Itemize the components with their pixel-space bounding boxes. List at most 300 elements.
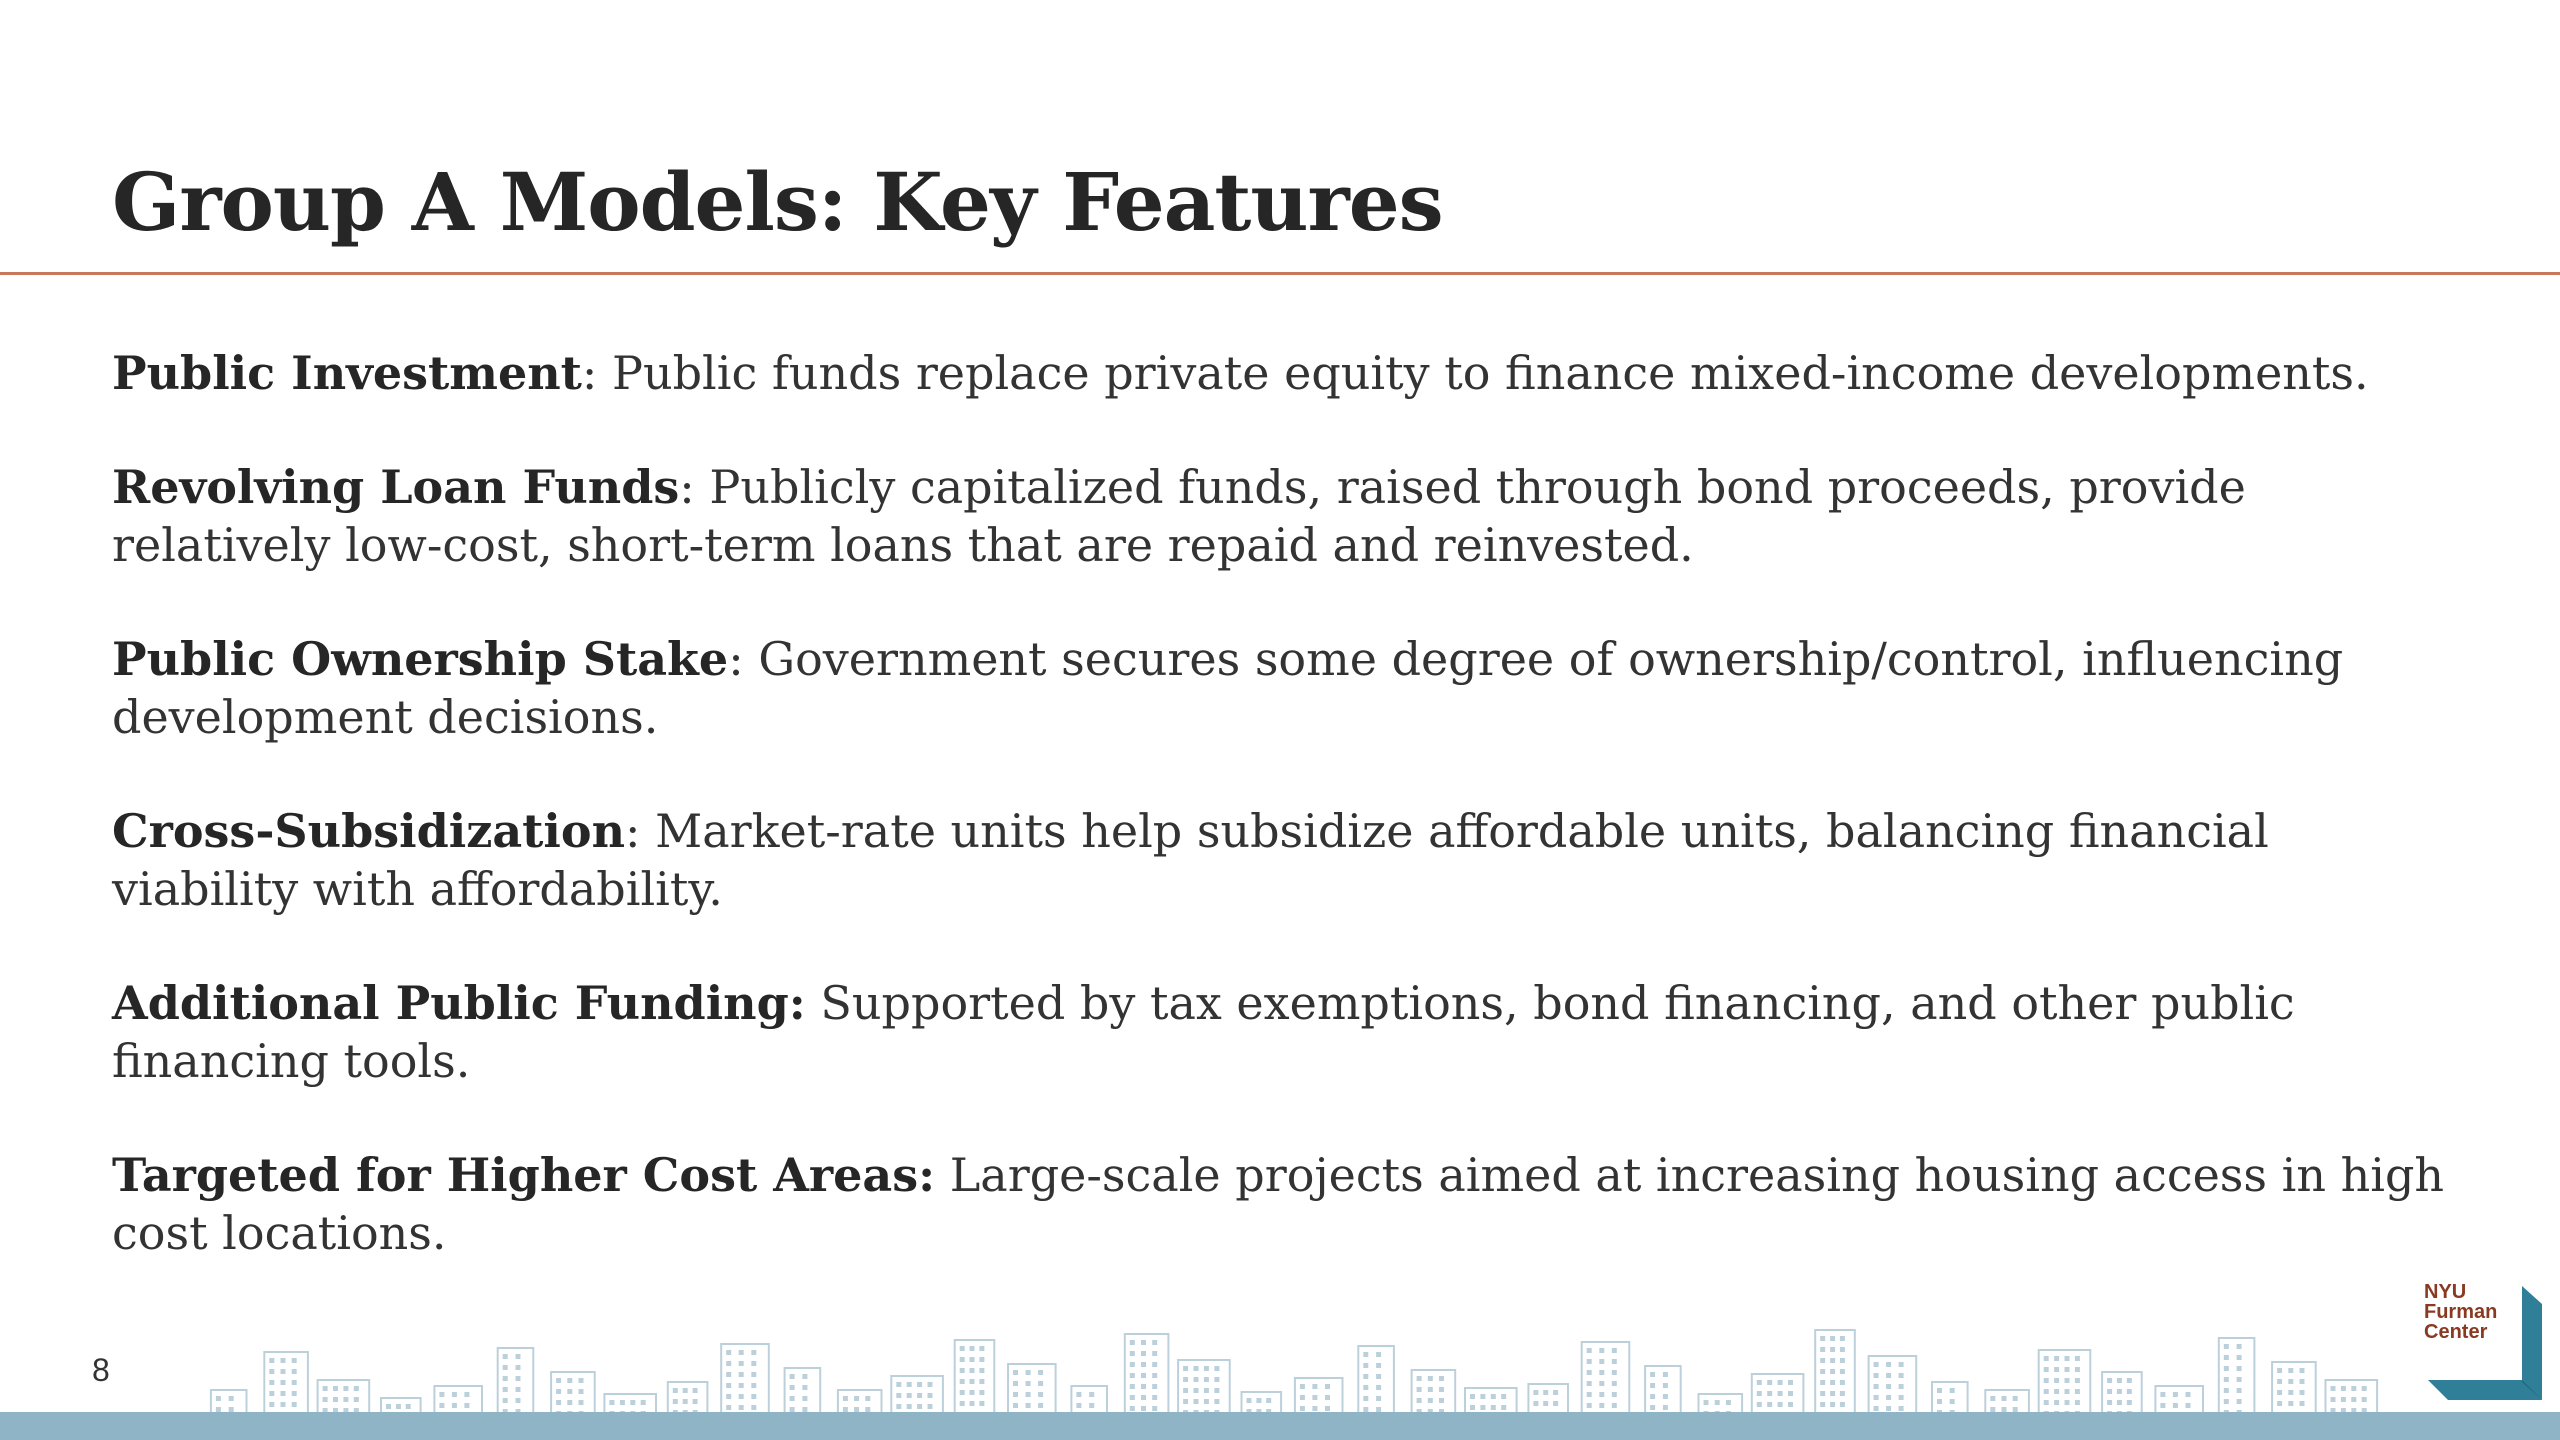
skyline-window <box>1076 1403 1081 1408</box>
page-number: 8 <box>92 1352 110 1388</box>
skyline-window <box>1650 1372 1655 1377</box>
skyline-window <box>1840 1358 1845 1363</box>
skyline-window <box>2075 1367 2080 1372</box>
skyline-window <box>503 1354 508 1359</box>
skyline-window <box>2237 1399 2242 1404</box>
nyu-furman-center-logo <box>2424 1282 2544 1400</box>
skyline-window <box>1587 1381 1592 1386</box>
skyline-window <box>683 1399 688 1404</box>
skyline-window <box>1141 1351 1146 1356</box>
skyline-window <box>1026 1392 1031 1397</box>
skyline-window <box>1612 1370 1617 1375</box>
skyline-window <box>1439 1376 1444 1381</box>
skyline-window <box>1820 1347 1825 1352</box>
skyline-window <box>854 1396 859 1401</box>
skyline-window <box>1183 1399 1188 1404</box>
skyline-window <box>2341 1397 2346 1402</box>
logo-line: Center <box>2424 1321 2488 1343</box>
skyline-window <box>1152 1340 1157 1345</box>
skyline-window <box>2065 1356 2070 1361</box>
skyline-window <box>1491 1394 1496 1399</box>
skyline-window <box>739 1383 744 1388</box>
skyline-window <box>1788 1380 1793 1385</box>
feature-targeted-higher-cost-areas <box>112 1146 2452 1262</box>
skyline-window <box>439 1392 444 1397</box>
skyline-window <box>1038 1370 1043 1375</box>
skyline-window <box>1587 1403 1592 1408</box>
skyline-window <box>579 1378 584 1383</box>
skyline-window <box>1312 1395 1317 1400</box>
skyline-window <box>2065 1400 2070 1405</box>
skyline-window <box>1428 1387 1433 1392</box>
skyline-window <box>1152 1395 1157 1400</box>
skyline-window <box>1501 1405 1506 1410</box>
skyline-window <box>2107 1400 2112 1405</box>
skyline-window <box>726 1372 731 1377</box>
feature-description: Publicly capitalized funds, raised through bond proceeds, provide relatively low-cost, short-term loans that are repaid and reinvested. <box>112 460 2246 572</box>
skyline-window <box>1587 1359 1592 1364</box>
skyline-window <box>406 1404 411 1409</box>
skyline-window <box>1141 1362 1146 1367</box>
skyline-window <box>1480 1394 1485 1399</box>
skyline-window <box>333 1386 338 1391</box>
skyline-window <box>2362 1397 2367 1402</box>
feature-description: Supported by tax exemptions, bond financing, and other public financing tools. <box>112 976 2295 1088</box>
skyline-window <box>960 1346 965 1351</box>
skyline-window <box>292 1369 297 1374</box>
feature-term: Public Investment <box>112 346 582 400</box>
skyline-window <box>2002 1396 2007 1401</box>
skyline-window <box>1840 1369 1845 1374</box>
skyline-window <box>1874 1373 1879 1378</box>
skyline-window <box>292 1391 297 1396</box>
skyline-window <box>1820 1380 1825 1385</box>
skyline-window <box>1376 1374 1381 1379</box>
skyline-window <box>1256 1398 1261 1403</box>
skyline-window <box>1013 1381 1018 1386</box>
skyline-window <box>1491 1405 1496 1410</box>
skyline-window <box>2075 1378 2080 1383</box>
skyline-window <box>1152 1406 1157 1411</box>
skyline-window <box>2107 1378 2112 1383</box>
skyline-window <box>1899 1384 1904 1389</box>
skyline-window <box>269 1391 274 1396</box>
skyline-window <box>1130 1351 1135 1356</box>
skyline-window <box>917 1393 922 1398</box>
skyline-window <box>751 1350 756 1355</box>
skyline-window <box>2117 1400 2122 1405</box>
skyline-window <box>464 1392 469 1397</box>
skyline-window <box>1141 1340 1146 1345</box>
skyline-window <box>960 1390 965 1395</box>
footer-bar <box>0 1412 2560 1440</box>
skyline-window <box>1650 1394 1655 1399</box>
skyline-window <box>970 1390 975 1395</box>
title-divider <box>0 272 2560 275</box>
skyline-window <box>1428 1398 1433 1403</box>
skyline-window <box>979 1357 984 1362</box>
skyline-window <box>802 1396 807 1401</box>
skyline-window <box>1840 1380 1845 1385</box>
skyline-window <box>2186 1392 2191 1397</box>
skyline-window <box>1757 1391 1762 1396</box>
logo-wordmark <box>2424 1282 2497 1342</box>
skyline-window <box>751 1405 756 1410</box>
skyline-window <box>516 1387 521 1392</box>
skyline-window <box>1183 1366 1188 1371</box>
feature-cross-subsidization <box>112 802 2452 918</box>
skyline-window <box>1376 1396 1381 1401</box>
skyline-window <box>1130 1362 1135 1367</box>
skyline-window <box>802 1385 807 1390</box>
skyline-window <box>2044 1400 2049 1405</box>
skyline-window <box>1363 1374 1368 1379</box>
skyline-window <box>567 1400 572 1405</box>
skyline-window <box>1840 1347 1845 1352</box>
skyline-window <box>2160 1392 2165 1397</box>
skyline-window <box>567 1389 572 1394</box>
feature-list <box>112 344 2452 1318</box>
skyline-window <box>516 1376 521 1381</box>
skyline-window <box>1152 1373 1157 1378</box>
skyline-window <box>1376 1363 1381 1368</box>
skyline-window <box>2300 1368 2305 1373</box>
skyline-window <box>1300 1384 1305 1389</box>
skyline-window <box>269 1380 274 1385</box>
skyline-window <box>1533 1390 1538 1395</box>
feature-description: Public funds replace private equity to finance mixed-income developments. <box>612 346 2369 400</box>
skyline-window <box>2054 1356 2059 1361</box>
skyline-window <box>1612 1348 1617 1353</box>
skyline-window <box>693 1388 698 1393</box>
skyline-window <box>2117 1378 2122 1383</box>
skyline-window <box>2044 1356 2049 1361</box>
skyline-window <box>269 1369 274 1374</box>
skyline-window <box>726 1394 731 1399</box>
skyline-window <box>1704 1400 1709 1405</box>
skyline-window <box>323 1386 328 1391</box>
skyline-window <box>556 1378 561 1383</box>
skyline-window <box>896 1404 901 1409</box>
skyline-window <box>1830 1380 1835 1385</box>
skyline-window <box>2224 1399 2229 1404</box>
skyline-window <box>928 1404 933 1409</box>
skyline-window <box>1204 1399 1209 1404</box>
skyline-window <box>1599 1370 1604 1375</box>
skyline-window <box>960 1401 965 1406</box>
skyline-window <box>556 1400 561 1405</box>
skyline-window <box>354 1397 359 1402</box>
skyline-window <box>979 1379 984 1384</box>
skyline-window <box>739 1394 744 1399</box>
skyline-window <box>865 1396 870 1401</box>
skyline-window <box>2237 1355 2242 1360</box>
skyline-window <box>323 1397 328 1402</box>
skyline-window <box>503 1398 508 1403</box>
skyline-window <box>979 1390 984 1395</box>
skyline-window <box>1013 1392 1018 1397</box>
feature-separator: : <box>581 346 613 400</box>
skyline-window <box>1886 1395 1891 1400</box>
skyline-window <box>2186 1403 2191 1408</box>
skyline-window <box>673 1399 678 1404</box>
skyline-window <box>1214 1377 1219 1382</box>
skyline-window <box>1788 1391 1793 1396</box>
skyline-window <box>1325 1395 1330 1400</box>
skyline-window <box>1587 1392 1592 1397</box>
skyline-window <box>1553 1390 1558 1395</box>
skyline-window <box>281 1369 286 1374</box>
skyline-window <box>1130 1406 1135 1411</box>
feature-public-investment <box>112 344 2452 402</box>
feature-additional-public-funding <box>112 974 2452 1090</box>
skyline-window <box>1247 1398 1252 1403</box>
skyline-window <box>1325 1384 1330 1389</box>
skyline-window <box>1363 1385 1368 1390</box>
skyline-window <box>1183 1377 1188 1382</box>
skyline-window <box>2075 1389 2080 1394</box>
skyline-window <box>1501 1394 1506 1399</box>
skyline-window <box>2127 1378 2132 1383</box>
feature-separator <box>935 1148 950 1202</box>
skyline-window <box>960 1357 965 1362</box>
skyline-window <box>1038 1392 1043 1397</box>
skyline-window <box>386 1404 391 1409</box>
skyline-window <box>960 1368 965 1373</box>
skyline-window <box>917 1404 922 1409</box>
skyline-window <box>1038 1403 1043 1408</box>
skyline-window <box>1204 1366 1209 1371</box>
skyline-window <box>1715 1400 1720 1405</box>
skyline-window <box>683 1388 688 1393</box>
skyline-window <box>1612 1381 1617 1386</box>
skyline-window <box>1363 1363 1368 1368</box>
skyline-window <box>751 1372 756 1377</box>
skyline-window <box>790 1374 795 1379</box>
skyline-window <box>1937 1388 1942 1393</box>
skyline-window <box>579 1400 584 1405</box>
skyline-window <box>343 1386 348 1391</box>
skyline-window <box>579 1389 584 1394</box>
skyline-window <box>960 1379 965 1384</box>
skyline-window <box>1840 1391 1845 1396</box>
skyline-window <box>751 1361 756 1366</box>
feature-revolving-loan-funds <box>112 458 2452 574</box>
skyline-window <box>2237 1388 2242 1393</box>
skyline-window <box>1480 1405 1485 1410</box>
skyline-window <box>928 1382 933 1387</box>
skyline-window <box>1543 1390 1548 1395</box>
feature-term: Revolving Loan Funds <box>112 460 680 514</box>
skyline-window <box>1767 1380 1772 1385</box>
skyline-window <box>2054 1367 2059 1372</box>
skyline-window <box>2288 1390 2293 1395</box>
skyline-window <box>2277 1379 2282 1384</box>
skyline-window <box>216 1396 221 1401</box>
skyline-window <box>1778 1391 1783 1396</box>
skyline-window <box>790 1396 795 1401</box>
skyline-window <box>1013 1370 1018 1375</box>
skyline-window <box>1152 1362 1157 1367</box>
skyline-window <box>979 1368 984 1373</box>
skyline-window <box>396 1404 401 1409</box>
skyline-window <box>1533 1401 1538 1406</box>
skyline-window <box>1543 1401 1548 1406</box>
skyline-window <box>2277 1390 2282 1395</box>
skyline-window <box>1612 1359 1617 1364</box>
skyline-window <box>1363 1396 1368 1401</box>
skyline-window <box>609 1400 614 1405</box>
skyline-window <box>1874 1395 1879 1400</box>
skyline-window <box>292 1358 297 1363</box>
skyline-window <box>1874 1362 1879 1367</box>
skyline-window <box>790 1385 795 1390</box>
skyline-window <box>1152 1384 1157 1389</box>
skyline-window <box>1767 1391 1772 1396</box>
skyline-window <box>2075 1400 2080 1405</box>
skyline-window <box>2237 1344 2242 1349</box>
skyline-window <box>2237 1377 2242 1382</box>
skyline-window <box>1612 1392 1617 1397</box>
skyline-window <box>1194 1399 1199 1404</box>
skyline-window <box>2351 1386 2356 1391</box>
skyline-window <box>2331 1386 2336 1391</box>
skyline-window <box>1663 1394 1668 1399</box>
skyline-window <box>1778 1380 1783 1385</box>
skyline-window <box>726 1361 731 1366</box>
skyline-window <box>1417 1398 1422 1403</box>
skyline-window <box>970 1379 975 1384</box>
skyline-window <box>1726 1400 1731 1405</box>
skyline-window <box>1599 1381 1604 1386</box>
skyline-window <box>229 1396 234 1401</box>
skyline-window <box>2075 1356 2080 1361</box>
skyline-window <box>2331 1397 2336 1402</box>
skyline-window <box>1874 1406 1879 1411</box>
skyline-window <box>2237 1366 2242 1371</box>
skyline-window <box>1300 1406 1305 1411</box>
skyline-window <box>1599 1392 1604 1397</box>
skyline-window <box>907 1404 912 1409</box>
skyline-window <box>1141 1384 1146 1389</box>
feature-description: Market-rate units help subsidize affordable units, balancing financial viability with affordability. <box>112 804 2269 916</box>
skyline-window <box>1141 1406 1146 1411</box>
skyline-window <box>2127 1389 2132 1394</box>
skyline-window <box>1376 1352 1381 1357</box>
skyline-window <box>1587 1370 1592 1375</box>
skyline-window <box>641 1400 646 1405</box>
skyline-window <box>907 1393 912 1398</box>
skyline-window <box>281 1402 286 1407</box>
skyline-window <box>269 1358 274 1363</box>
skyline-window <box>843 1396 848 1401</box>
feature-separator: : <box>679 460 710 514</box>
feature-term: Cross-Subsidization <box>112 804 626 858</box>
skyline-window <box>2277 1368 2282 1373</box>
skyline-window <box>2288 1401 2293 1406</box>
skyline-window <box>751 1383 756 1388</box>
skyline-window <box>1650 1383 1655 1388</box>
logo-line: Furman <box>2424 1301 2498 1323</box>
skyline-window <box>1830 1391 1835 1396</box>
skyline-window <box>673 1388 678 1393</box>
skyline-window <box>567 1378 572 1383</box>
skyline-window <box>2044 1378 2049 1383</box>
skyline-window <box>269 1402 274 1407</box>
skyline-window <box>739 1350 744 1355</box>
skyline-window <box>2065 1367 2070 1372</box>
skyline-window <box>1214 1399 1219 1404</box>
skyline-window <box>1026 1370 1031 1375</box>
skyline-window <box>1663 1405 1668 1410</box>
skyline-window <box>516 1354 521 1359</box>
skyline-window <box>2160 1403 2165 1408</box>
skyline-window <box>1130 1373 1135 1378</box>
skyline-window <box>2054 1389 2059 1394</box>
skyline-window <box>1840 1336 1845 1341</box>
skyline-window <box>1899 1373 1904 1378</box>
skyline-window <box>2044 1389 2049 1394</box>
skyline-window <box>1886 1373 1891 1378</box>
skyline-window <box>292 1380 297 1385</box>
skyline-window <box>2300 1379 2305 1384</box>
skyline-window <box>1194 1388 1199 1393</box>
skyline-window <box>1830 1369 1835 1374</box>
skyline-window <box>1886 1406 1891 1411</box>
skyline-window <box>1325 1406 1330 1411</box>
skyline-window <box>1899 1406 1904 1411</box>
skyline-window <box>1300 1395 1305 1400</box>
feature-separator: : <box>625 804 656 858</box>
skyline-window <box>1820 1402 1825 1407</box>
skyline-window <box>1470 1405 1475 1410</box>
skyline-window <box>2341 1386 2346 1391</box>
skyline-window <box>1778 1402 1783 1407</box>
skyline-window <box>1439 1398 1444 1403</box>
skyline-window <box>1757 1380 1762 1385</box>
skyline-window <box>354 1386 359 1391</box>
skyline-window <box>1820 1336 1825 1341</box>
skyline-window <box>970 1346 975 1351</box>
skyline-window <box>2277 1401 2282 1406</box>
skyline-window <box>1312 1406 1317 1411</box>
skyline-window <box>1553 1401 1558 1406</box>
slide-title: Group A Models: Key Features <box>112 155 1443 249</box>
skyline-window <box>1376 1385 1381 1390</box>
skyline-window <box>1013 1403 1018 1408</box>
skyline-window <box>1417 1376 1422 1381</box>
skyline-window <box>516 1365 521 1370</box>
skyline-window <box>917 1382 922 1387</box>
logo-line: NYU <box>2424 1281 2467 1303</box>
skyline-window <box>1874 1384 1879 1389</box>
skyline-window <box>1830 1347 1835 1352</box>
skyline-window <box>726 1383 731 1388</box>
skyline-window <box>2288 1379 2293 1384</box>
skyline-window <box>1886 1384 1891 1389</box>
skyline-window <box>739 1372 744 1377</box>
feature-description: Government secures some degree of ownership/control, influencing development decisions. <box>112 632 2344 744</box>
skyline-window <box>1612 1403 1617 1408</box>
skyline-window <box>1899 1362 1904 1367</box>
skyline-window <box>1830 1336 1835 1341</box>
skyline-window <box>970 1401 975 1406</box>
skyline-window <box>1089 1403 1094 1408</box>
skyline-window <box>970 1357 975 1362</box>
skyline-window <box>281 1358 286 1363</box>
skyline-window <box>439 1403 444 1408</box>
skyline-window <box>2173 1403 2178 1408</box>
